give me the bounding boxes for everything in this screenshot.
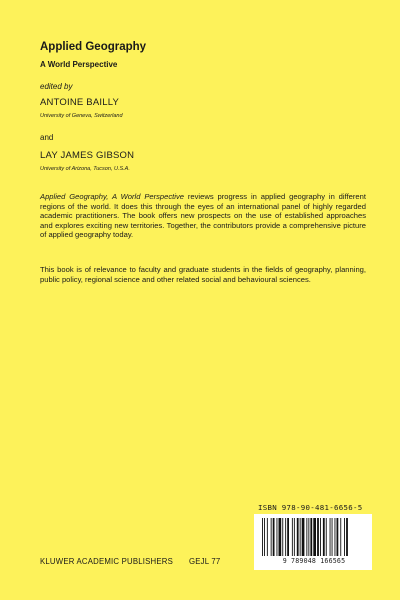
barcode-bar — [294, 518, 295, 556]
barcode-bar — [264, 518, 265, 556]
description-text-1: reviews progress in applied geography in different regions of the world. It does this through the eyes of an international panel of highly regarded academic practitioners. The book offers new prospects on the use of established approaches and explores exciting new territories. Together, the contributors provide a comprehensive picture of applied geography today. — [40, 192, 366, 240]
barcode-bar — [282, 518, 283, 556]
barcode-bar — [279, 518, 282, 556]
barcode-bar — [317, 518, 319, 556]
publisher-name: KLUWER ACADEMIC PUBLISHERS — [40, 557, 174, 566]
barcode-bar — [262, 518, 263, 556]
barcode-bar — [310, 518, 312, 556]
description-title-italic: Applied Geography, A World Perspective — [40, 192, 184, 201]
barcode-bar — [306, 518, 307, 556]
editor-affiliation-2: University of Arizona, Tucson, U.S.A. — [40, 166, 130, 172]
barcode-bar — [340, 518, 341, 556]
and-label: and — [40, 133, 54, 142]
barcode-bar — [308, 518, 309, 556]
barcode-bar — [267, 518, 268, 556]
book-title: Applied Geography — [40, 41, 147, 53]
barcode-bar — [323, 518, 325, 556]
barcode-bars — [260, 518, 366, 556]
barcode-bar — [344, 518, 345, 556]
barcode-bar — [300, 518, 301, 556]
edited-by-label: edited by — [40, 82, 73, 91]
barcode-bar — [285, 518, 286, 556]
description-paragraph-2: This book is of relevance to faculty and graduate students in the fields of geography, planning, public policy, regional science and other related social and behavioural sciences. — [40, 265, 366, 284]
barcode-bar — [271, 518, 272, 556]
barcode-digits: 9 789048 166565 — [282, 557, 346, 565]
barcode-bar — [337, 518, 339, 556]
barcode-bar — [287, 518, 289, 556]
editor-affiliation-1: University of Geneva, Switzerland — [40, 113, 123, 119]
description-paragraph-1 — [40, 192, 366, 240]
barcode-bar — [326, 518, 327, 556]
editor-name-1: ANTOINE BAILLY — [40, 97, 120, 108]
barcode-bar — [320, 518, 321, 556]
barcode-bar — [335, 518, 336, 556]
barcode-bar — [346, 518, 348, 556]
barcode-bar — [273, 518, 275, 556]
editor-name-2: LAY JAMES GIBSON — [40, 150, 135, 161]
barcode-bar — [330, 518, 331, 556]
barcode-bar — [297, 518, 299, 556]
barcode-bar — [292, 518, 293, 556]
barcode — [254, 514, 372, 570]
series-code: GEJL 77 — [189, 557, 221, 566]
publisher-line — [40, 557, 220, 566]
isbn-label: ISBN 978-90-481-6656-5 — [258, 503, 363, 512]
barcode-bar — [332, 518, 333, 556]
barcode-bar — [313, 518, 316, 556]
barcode-bar — [277, 518, 278, 556]
book-subtitle: A World Perspective — [40, 60, 118, 69]
barcode-bar — [302, 518, 305, 556]
